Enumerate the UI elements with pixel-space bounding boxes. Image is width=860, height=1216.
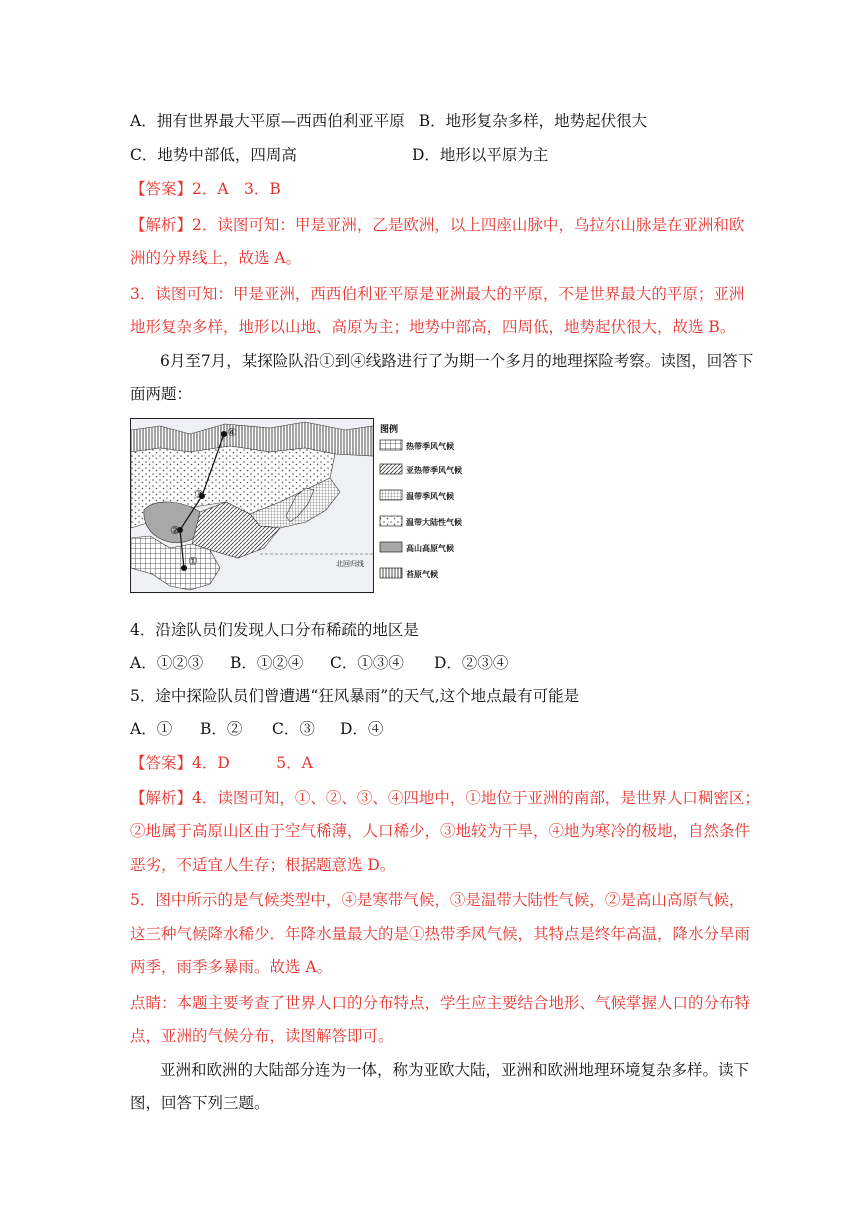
q3-option-b: B．地形复杂多样，地势起伏很大 [418,112,648,130]
climate-map [130,418,478,594]
q4-option-a: A．①②③ [130,654,204,672]
legend-label-highland: 高山高原气候 [406,544,454,553]
q4-option-c: C．①③④ [330,654,404,672]
marker-3: ③ [194,488,204,501]
legend-label-subtropical-monsoon: 亚热带季风气候 [406,466,462,475]
route-point-1 [181,565,187,571]
marker-2: ② [170,524,180,537]
legend-swatch-highland [380,542,402,552]
q5-option-d: D．④ [340,720,384,738]
analysis-3-line-1: 3．读图可知：甲是亚洲，西西伯利亚平原是亚洲最大的平原，不是世界最大的平原；亚洲 [130,285,745,303]
marker-4: ④ [227,426,237,439]
q5-options [130,719,383,739]
legend-label-tundra: 苔原气候 [406,570,438,579]
analysis-5-line-1: 5．图中所示的是气候类型中，④是寒带气候，③是温带大陆性气候，②是高山高原气候， [130,891,745,909]
analysis-2-line-1: 【解析】2．读图可知：甲是亚洲，乙是欧洲，以上四座山脉中，乌拉尔山脉是在亚洲和欧 [130,216,745,234]
legend-swatch-subtropical-monsoon [380,464,402,474]
intro-next-line-1: 亚洲和欧洲的大陆部分连为一体，称为亚欧大陆，亚洲和欧洲地理环境复杂多样。读下 [160,1061,750,1079]
q5-stem: 5．途中探险队员们曾遭遇“狂风暴雨”的天气,这个地点最有可能是 [130,687,580,705]
legend-label-tropical-monsoon: 热带季风气候 [406,442,454,451]
q3-option-a: A．拥有世界最大平原—西西伯利亚平原 [130,112,405,130]
intro-4-5-line-1: 6月至7月，某探险队沿①到④线路进行了为期一个多月的地理探险考察。读图，回答下 [160,352,754,370]
legend-label-temperate-continental: 温带大陆性气候 [406,518,462,527]
q5-option-b: B．② [200,720,243,738]
q3-option-d: D．地形以平原为主 [412,146,549,164]
q5-option-a: A．① [130,720,173,738]
analysis-3-line-2: 地形复杂多样，地形以山地、高原为主；地势中部高，四周低，地势起伏很大，故选 B。 [130,318,736,336]
answer-4-5: 【答案】4．D 5．A [130,754,313,772]
q3-option-c: C．地势中部低，四周高 [130,146,297,164]
tropic-label: 北回归线 [336,561,364,568]
legend-swatch-temperate-continental [380,516,402,526]
marker-1: ① [188,555,198,568]
q4-option-d: D．②③④ [434,654,509,672]
analysis-5-line-3: 两季，雨季多暴雨。故选 A。 [130,958,333,976]
legend-label-temperate-monsoon: 温带季风气候 [406,492,454,501]
q4-option-b: B．①②④ [230,654,304,672]
analysis-4-line-3: 恶劣，不适宜人生存；根据题意选 D。 [130,856,396,874]
intro-next-line-2: 图，回答下列三题。 [130,1094,270,1112]
analysis-2-line-2: 洲的分界线上，故选 A。 [130,249,302,267]
q4-stem: 4．沿途队员们发现人口分布稀疏的地区是 [130,621,419,639]
q3-options-row-2 [130,145,548,165]
dianjing-line-2: 点，亚洲的气候分布，读图解答即可。 [130,1027,394,1045]
analysis-4-line-2: ②地属于高原山区由于空气稀薄，人口稀少，③地较为干旱，④地为寒冷的极地，自然条件 [130,822,751,840]
answer-2-3: 【答案】2．A 3．B [130,180,281,198]
legend-title: 图例 [380,425,399,435]
q5-option-c: C．③ [272,720,315,738]
legend-swatch-tropical-monsoon [380,440,402,450]
legend-swatch-tundra [380,568,402,578]
analysis-4-line-1: 【解析】4．读图可知，①、②、③、④四地中，①地位于亚洲的南部，是世界人口稠密区； [130,789,760,807]
q4-options [130,653,508,673]
q3-options-row-1 [130,111,647,131]
dianjing-line-1: 点睛：本题主要考查了世界人口的分布特点，学生应主要结合地形、气候掌握人口的分布特 [130,994,751,1012]
intro-4-5-line-2: 面两题： [130,385,193,403]
analysis-5-line-2: 这三种气候降水稀少．年降水量最大的是①热带季风气候，其特点是终年高温，降水分旱雨 [130,925,751,943]
legend-swatch-temperate-monsoon [380,490,402,500]
